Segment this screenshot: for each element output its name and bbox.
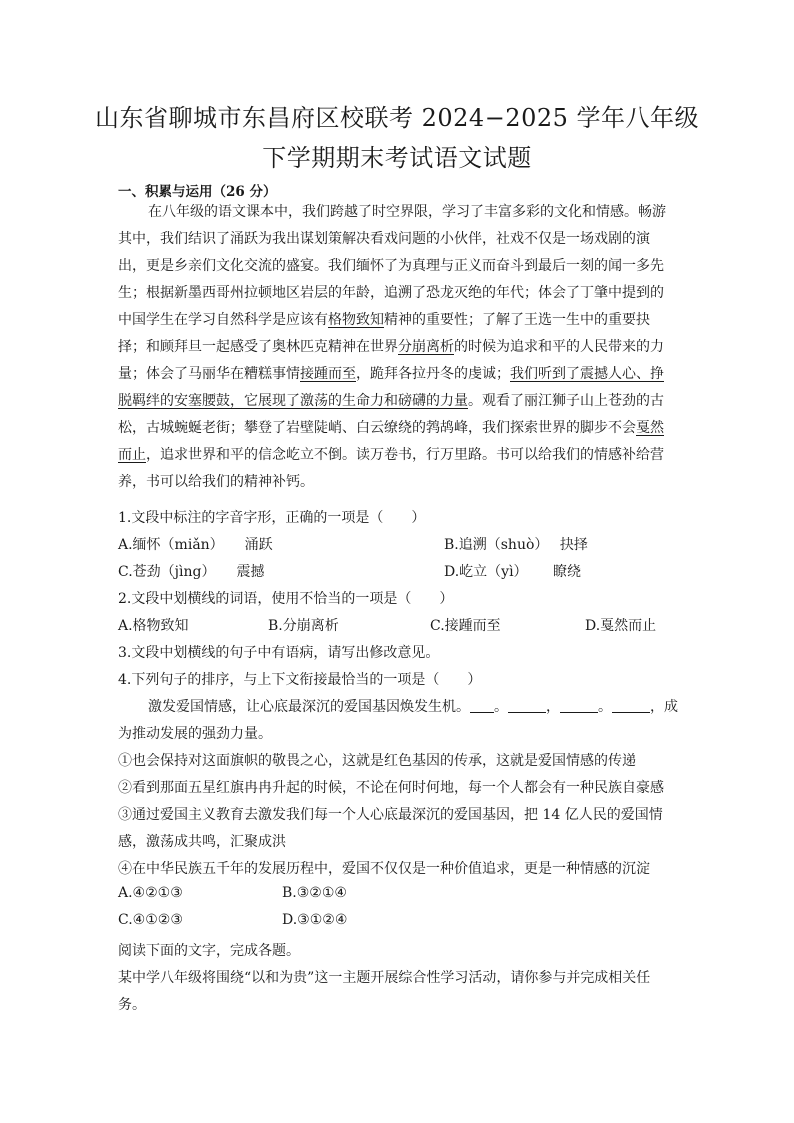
q4-lead-sentence: 激发爱国情感，让心底最深沉的爱国基因焕发生机。 。 ， 。 ，成	[148, 699, 678, 715]
q1-option-d: D.屹立（yì） 瞭绕	[444, 564, 582, 580]
passage-line: 出，更是乡亲们文化交流的盛宴。我们缅怀了为真理与正义而奋斗到最后一刻的闻一多先	[118, 258, 664, 274]
q4-option-d: D.③①②④	[282, 912, 348, 928]
q2-option-b: B.分崩离析	[268, 618, 339, 634]
underlined-term: 格物致知	[328, 312, 384, 328]
q2-option-a: A.格物致知	[118, 618, 189, 634]
q4-option-b: B.③②①④	[282, 885, 347, 901]
underlined-term: 分崩离析	[398, 339, 454, 355]
q2-option-d: D.戛然而止	[585, 618, 657, 634]
passage-line: 择；和顾拜旦一起感受了奥林匹克精神在世界分崩离析的时候为追求和平的人民带来的力	[118, 339, 664, 355]
q2-option-c: C.接踵而至	[430, 618, 501, 634]
underlined-term: 接踵而至	[300, 366, 356, 382]
underlined-sentence: 脱羁绊的安塞腰鼓，它展现了激荡的生命力和磅礴的力量	[118, 393, 468, 409]
underlined-term: 戛然	[636, 420, 664, 436]
underlined-term: 而止	[118, 447, 146, 463]
question-2-stem: 2.文段中划横线的词语，使用不恰当的一项是（ ）	[118, 591, 454, 607]
q4-sentence-3-cont: 感，激荡成共鸣，汇聚成洪	[118, 834, 286, 850]
q1-option-c: C.苍劲（jìng） 震撼	[118, 564, 265, 580]
q1-option-a: A.缅怀（miǎn） 涌跃	[118, 537, 273, 553]
passage-line: 松，古城蜿蜒老街；攀登了岩壁陡峭、白云缭绕的鹁鸪峰，我们探索世界的脚步不会戛然	[118, 420, 664, 436]
passage-line: 而止，追求世界和平的信念屹立不倒。读万卷书，行万里路。书可以给我们的情感补给营	[118, 447, 664, 463]
passage-line: 量；体会了马丽华在糟糕事情接踵而至，跪拜各拉丹冬的虔诚；我们听到了震撼人心、挣	[118, 366, 664, 382]
q4-lead-continuation: 为推动发展的强劲力量。	[118, 726, 272, 742]
q4-sentence-4: ④在中华民族五千年的发展历程中，爱国不仅仅是一种价值追求，更是一种情感的沉淀	[118, 861, 650, 877]
q4-sentence-1: ①也会保持对这面旗帜的敬畏之心，这就是红色基因的传承，这就是爱国情感的传递	[118, 753, 636, 769]
passage-line: 脱羁绊的安塞腰鼓，它展现了激荡的生命力和磅礴的力量。观看了丽江狮子山上苍劲的古	[118, 393, 664, 409]
answer-blank[interactable]	[560, 698, 598, 713]
passage-line: 其中，我们结识了涌跃为我出谋划策解决看戏问题的小伙伴，社戏不仅是一场戏剧的演	[118, 231, 650, 247]
answer-blank[interactable]	[508, 698, 546, 713]
reading-intro: 阅读下面的文字，完成各题。	[118, 943, 300, 959]
passage-line: 生；根据新墨西哥州拉顿地区岩层的年龄，追溯了恐龙灭绝的年代；体会了丁肇中提到的	[118, 285, 664, 301]
reading-task-line: 某中学八年级将围绕“以和为贵”这一主题开展综合性学习活动，请你参与并完成相关任	[118, 970, 651, 986]
q4-sentence-2: ②看到那面五星红旗冉冉升起的时候，不论在何时何地，每一个人都会有一种民族自豪感	[118, 780, 664, 796]
section-heading: 一、积累与运用（26 分）	[118, 184, 277, 200]
answer-blank[interactable]	[612, 698, 650, 713]
q1-option-b: B.追溯（shuò） 抉择	[444, 537, 588, 553]
exam-title-line1: 山东省聊城市东昌府区校联考 2024−2025 学年八年级	[94, 104, 700, 132]
q4-option-c: C.④①②③	[118, 912, 183, 928]
question-3-stem: 3.文段中划横线的句子中有语病，请写出修改意见。	[118, 645, 440, 661]
underlined-sentence: 我们听到了震撼人心、挣	[510, 366, 664, 382]
q4-option-a: A.④②①③	[118, 885, 183, 901]
reading-task-line: 务。	[118, 997, 146, 1013]
question-1-stem: 1.文段中标注的字音字形，正确的一项是（ ）	[118, 510, 426, 526]
question-4-stem: 4.下列句子的排序，与上下文衔接最恰当的一项是（ ）	[118, 672, 482, 688]
answer-blank[interactable]	[470, 698, 494, 713]
passage-line: 在八年级的语文课本中，我们跨越了时空界限，学习了丰富多彩的文化和情感。畅游	[148, 204, 666, 220]
passage-line: 养，书可以给我们的精神补钙。	[118, 474, 314, 490]
passage	[118, 199, 678, 496]
q4-sentence-3: ③通过爱国主义教育去激发我们每一个人心底最深沉的爱国基因，把 14 亿人民的爱国情	[118, 807, 663, 823]
exam-title-line2: 下学期期末考试语文试题	[262, 144, 532, 172]
passage-line: 中国学生在学习自然科学是应该有格物致知精神的重要性；了解了王选一生中的重要抉	[118, 312, 650, 328]
